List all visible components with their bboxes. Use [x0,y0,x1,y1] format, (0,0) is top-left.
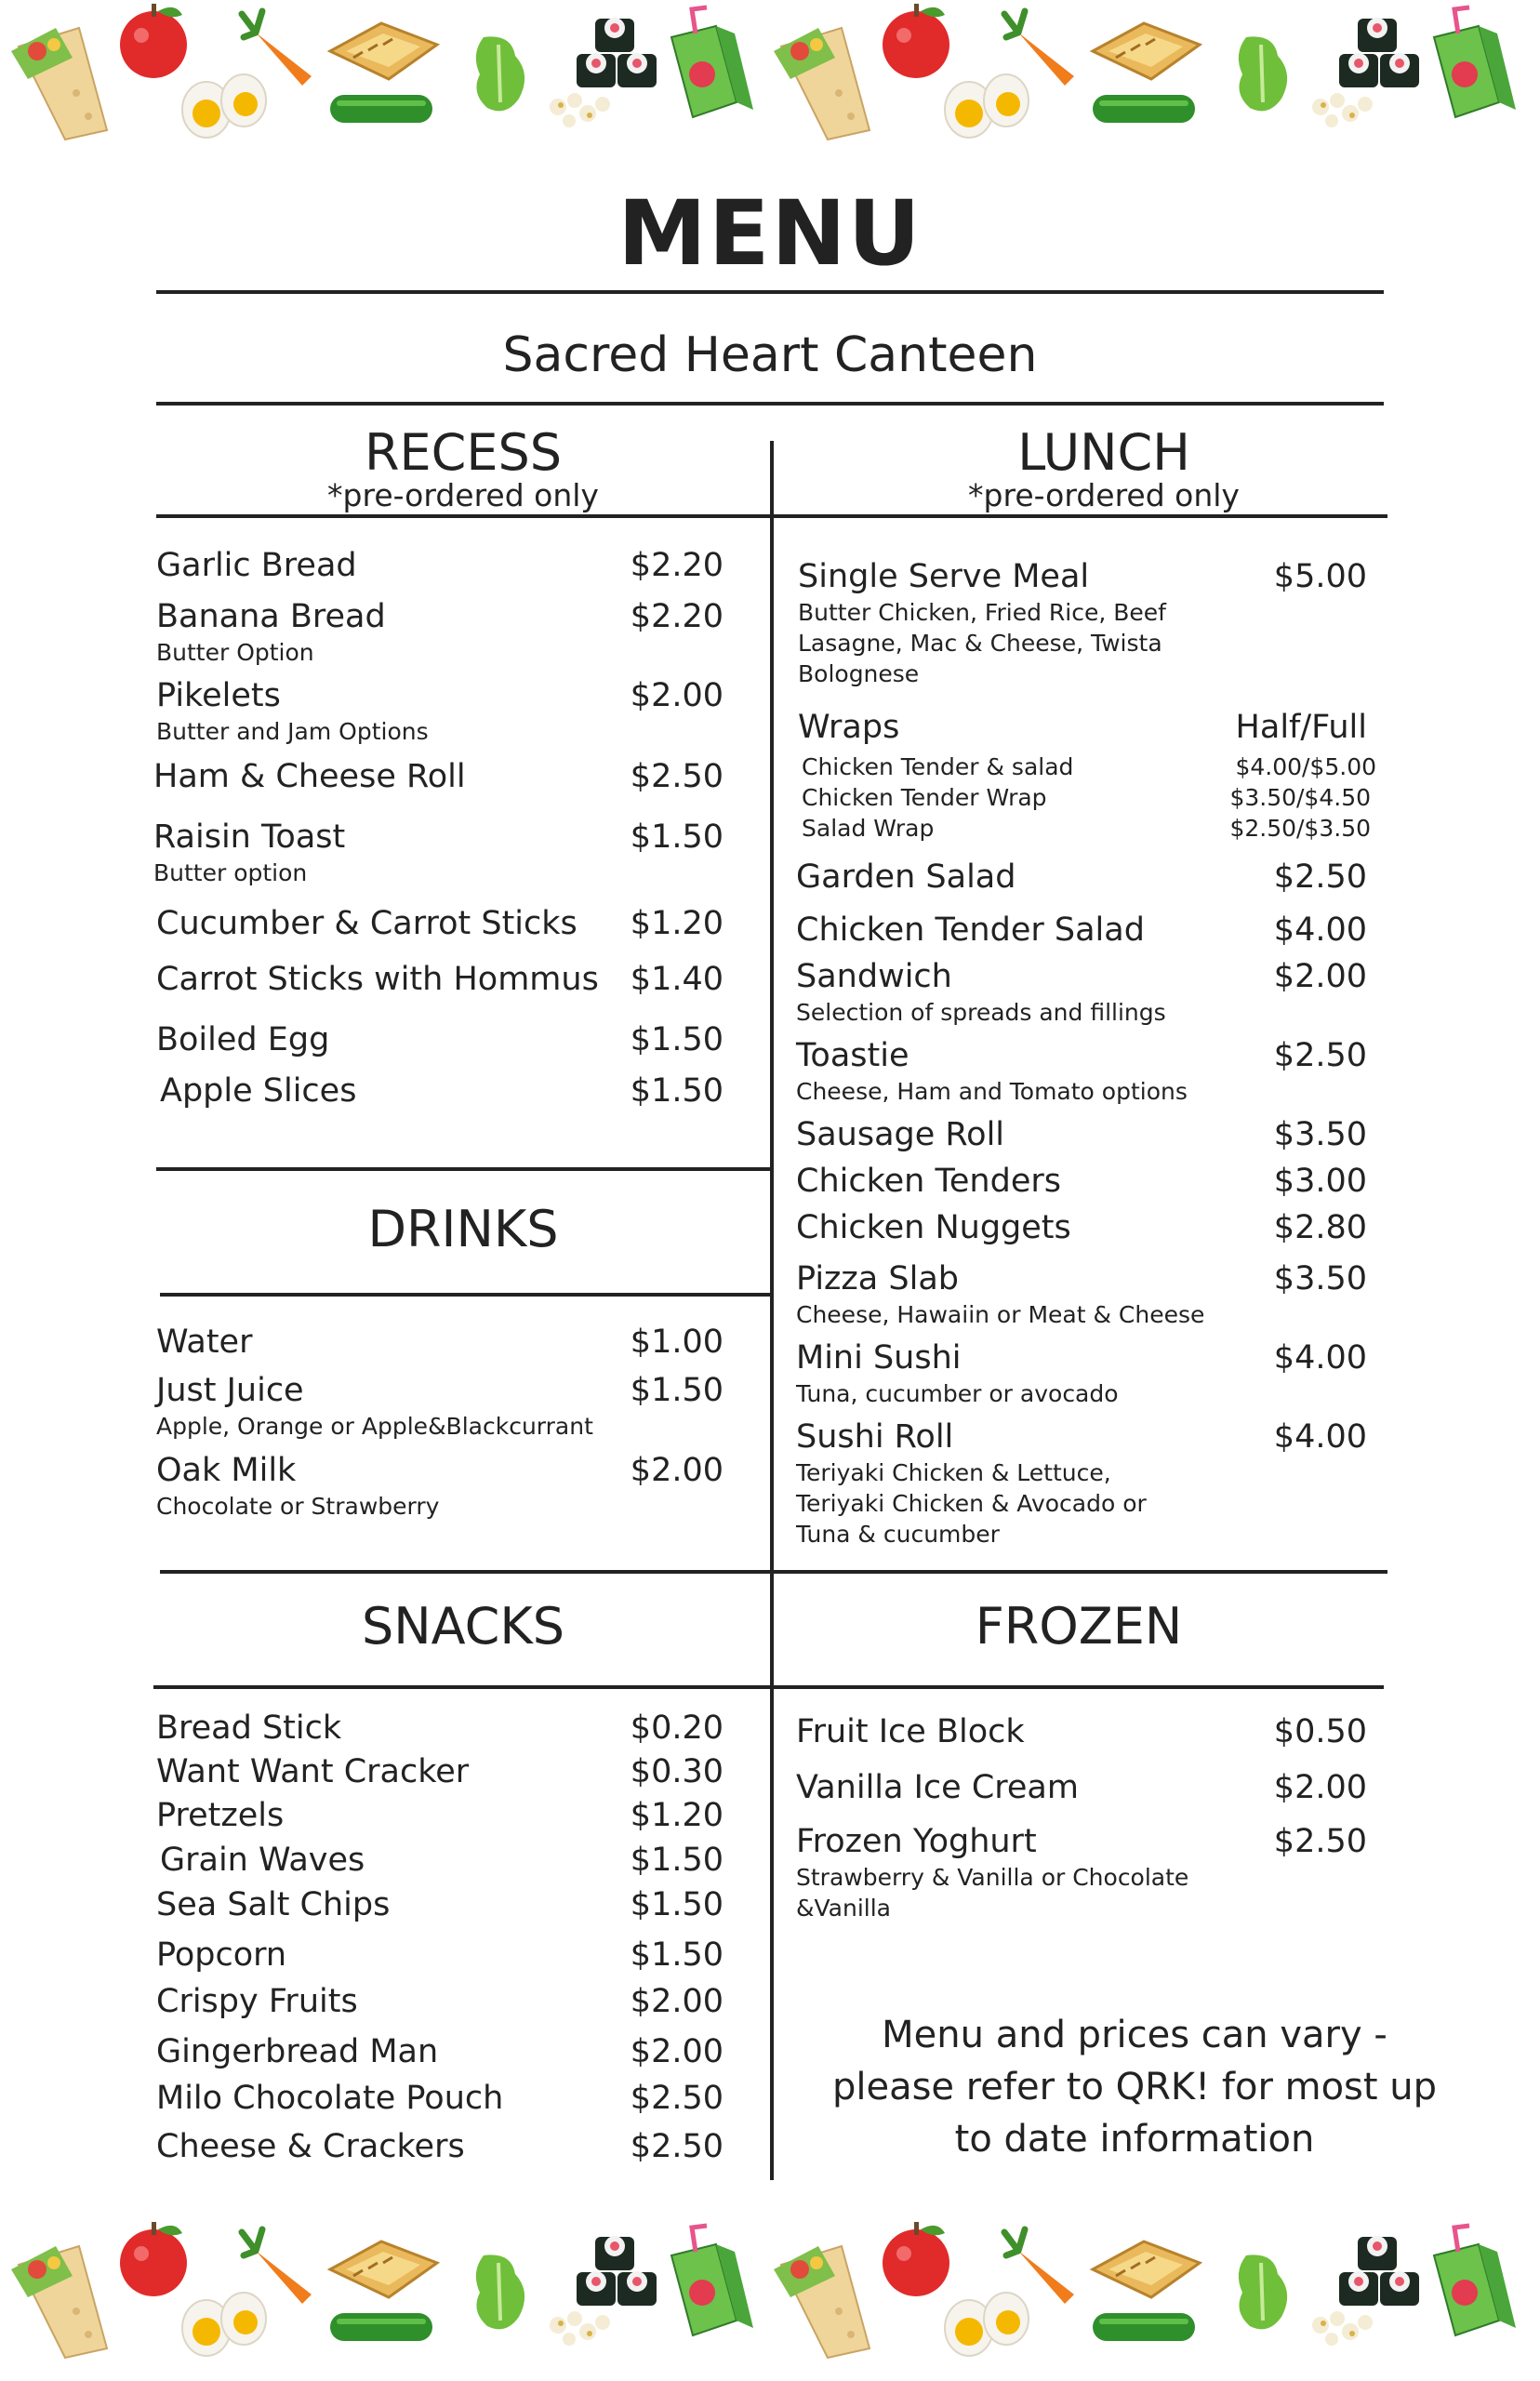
lunch-item-sushi-roll: Sushi Roll $4.00 Teriyaki Chicken & Lettuce, Teriyaki Chicken & Avocado or Tuna & cucumber [796,1418,1367,1548]
price-disclaimer: Menu and prices can vary - please refer to QRK! for most up to date information [831,2014,1438,2161]
wrap-option-chicken-tender-wrap: Chicken Tender Wrap $3.50/$4.50 [802,784,1371,811]
snacks-heading [156,1597,770,1656]
lunch-note: *pre-ordered only [968,477,1240,513]
snacks-item-want-want: Want Want Cracker $0.30 [156,1753,724,1790]
divider-frozen [770,1685,1384,1689]
lunch-item-toastie: Toastie $2.50 Cheese, Ham and Tomato options [796,1037,1367,1105]
lunch-item-chicken-nuggets: Chicken Nuggets $2.80 [796,1209,1367,1246]
divider-under-title [156,290,1384,294]
divider-under-subtitle [156,402,1384,406]
divider-above-drinks [156,1167,770,1171]
recess-title: RECESS [364,423,563,482]
frozen-heading [770,1597,1387,1656]
snacks-item-pretzels: Pretzels $1.20 [156,1797,724,1834]
wrap-option-chicken-tender-salad: Chicken Tender & salad $4.00/$5.00 [802,753,1376,780]
divider-recess [156,514,770,518]
snacks-item-cheese-crackers: Cheese & Crackers $2.50 [156,2128,724,2165]
divider-drinks [160,1293,770,1297]
lunch-title: LUNCH [1017,423,1190,482]
drinks-item-oak-milk: Oak Milk $2.00 Chocolate or Strawberry [156,1452,724,1520]
snacks-title: SNACKS [361,1597,565,1656]
lunch-item-chicken-tender-salad: Chicken Tender Salad $4.00 [796,911,1367,949]
recess-item-boiled-egg: Boiled Egg $1.50 [156,1021,724,1058]
menu-title: MENU [617,181,923,286]
lunch-item-sausage-roll: Sausage Roll $3.50 [796,1116,1367,1153]
snacks-item-sea-salt-chips: Sea Salt Chips $1.50 [156,1886,724,1923]
lunch-item-garden-salad: Garden Salad $2.50 [796,858,1367,896]
frozen-item-fruit-ice-block: Fruit Ice Block $0.50 [796,1713,1367,1750]
divider-snacks [153,1685,770,1689]
recess-item-carrot-hommus: Carrot Sticks with Hommus $1.40 [156,961,724,998]
drinks-item-just-juice: Just Juice $1.50 Apple, Orange or Apple&Blackcurrant [156,1372,724,1440]
snacks-item-bread-stick: Bread Stick $0.20 [156,1709,724,1747]
recess-item-pikelets: Pikelets $2.00 Butter and Jam Options [156,677,724,745]
snacks-item-grain-waves: Grain Waves $1.50 [160,1842,724,1879]
frozen-item-frozen-yoghurt: Frozen Yoghurt $2.50 Strawberry & Vanilla or Chocolate &Vanilla [796,1823,1367,1922]
frozen-item-vanilla-ice-cream: Vanilla Ice Cream $2.00 [796,1769,1367,1806]
drinks-heading [156,1200,770,1258]
lunch-item-single-serve-meal: Single Serve Meal $5.00 Butter Chicken, Fried Rice, Beef Lasagne, Mac & Cheese, Twista Bolognese [798,558,1367,687]
center-column-divider [770,441,774,2180]
recess-item-garlic-bread: Garlic Bread $2.20 [156,547,724,584]
drinks-title: DRINKS [367,1200,559,1258]
frozen-title: FROZEN [975,1597,1183,1656]
canteen-name: Sacred Heart Canteen [502,327,1038,383]
divider-above-snacks-frozen [160,1570,1387,1574]
divider-lunch [770,514,1387,518]
food-border-bottom [0,2218,1540,2376]
lunch-item-chicken-tenders: Chicken Tenders $3.00 [796,1163,1367,1200]
lunch-item-wraps: Wraps Half/Full [798,709,1367,746]
recess-item-apple-slices: Apple Slices $1.50 [160,1072,724,1110]
recess-item-ham-cheese-roll: Ham & Cheese Roll $2.50 [153,758,724,795]
recess-heading [156,423,770,513]
drinks-item-water: Water $1.00 [156,1324,724,1361]
snacks-item-crispy-fruits: Crispy Fruits $2.00 [156,1983,724,2020]
recess-item-banana-bread: Banana Bread $2.20 Butter Option [156,598,724,666]
snacks-item-popcorn: Popcorn $1.50 [156,1936,724,1974]
recess-item-cucumber-carrot: Cucumber & Carrot Sticks $1.20 [156,905,724,942]
food-border-top [0,0,1540,158]
lunch-heading [792,423,1415,513]
recess-item-raisin-toast: Raisin Toast $1.50 Butter option [153,818,724,886]
lunch-item-sandwich: Sandwich $2.00 Selection of spreads and fillings [796,958,1367,1026]
snacks-item-milo-pouch: Milo Chocolate Pouch $2.50 [156,2080,724,2117]
recess-note: *pre-ordered only [327,477,599,513]
lunch-item-mini-sushi: Mini Sushi $4.00 Tuna, cucumber or avocado [796,1339,1367,1407]
snacks-item-gingerbread-man: Gingerbread Man $2.00 [156,2033,724,2070]
lunch-item-pizza-slab: Pizza Slab $3.50 Cheese, Hawaiin or Meat & Cheese [796,1260,1367,1328]
wrap-option-salad-wrap: Salad Wrap $2.50/$3.50 [802,815,1371,842]
